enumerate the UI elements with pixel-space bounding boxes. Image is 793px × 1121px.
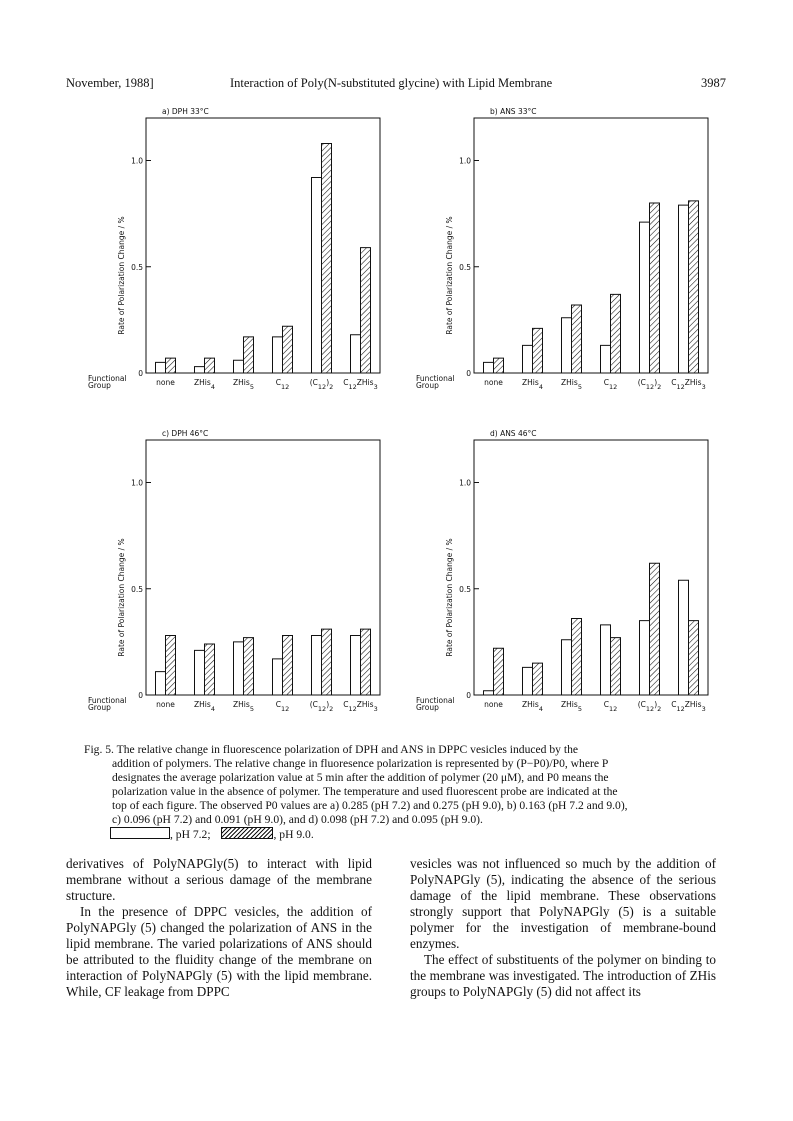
- bar-ph90: [283, 636, 293, 696]
- y-tick-label: 1.0: [131, 478, 143, 488]
- y-tick-label: 0: [138, 691, 143, 700]
- y-tick-label: 0: [466, 369, 471, 378]
- x-tick-label: none: [484, 700, 503, 709]
- x-tick-label: ZHis$_5$: [561, 700, 582, 713]
- chart-title: b) ANS 33°C: [490, 107, 537, 116]
- caption-line: top of each figure. The observed P0 values are a) 0.285 (pH 7.2) and 0.275 (pH 9.0), b) 0.163 (pH 7.2 and 9.0),: [112, 799, 628, 812]
- bar-ph90: [572, 619, 582, 696]
- bar-ph90: [244, 638, 254, 695]
- bar-ph90: [494, 648, 504, 695]
- bar-ph72: [679, 580, 689, 695]
- bar-ph90: [494, 358, 504, 373]
- bar-ph90: [361, 629, 371, 695]
- x-tick-label: ZHis$_4$: [194, 700, 215, 713]
- x-tick-label: none: [156, 378, 175, 387]
- functional-group-label: Functional: [416, 374, 455, 383]
- bar-ph72: [484, 691, 494, 695]
- y-axis-label: Rate of Polarization Change / %: [445, 538, 454, 657]
- bar-ph90: [283, 326, 293, 373]
- bar-ph90: [689, 621, 699, 695]
- bar-ph72: [195, 367, 205, 373]
- header-page-number: 3987: [701, 76, 726, 90]
- bar-ph90: [166, 636, 176, 696]
- body-paragraph: vesicles was not influenced so much by the addition of PolyNAPGly (5), indicating the absence of the serious damage of the lipid membrane. These observations strongly support that PolyNAPGly (5) is a suitable polymer for the investigation of membrane-bound enzymes.: [410, 856, 716, 951]
- bar-ph72: [523, 345, 533, 373]
- y-tick-label: 1.0: [459, 478, 471, 488]
- bar-ph72: [601, 345, 611, 373]
- bar-ph72: [523, 667, 533, 695]
- caption-line: addition of polymers. The relative change in fluoresence polarization is represented by (P−P0)/P0, where P: [112, 757, 609, 770]
- x-tick-label: $(C_{12})_2$: [637, 700, 662, 713]
- caption-line: Fig. 5. The relative change in fluorescence polarization of DPH and ANS in DPPC vesicles induced by the: [84, 743, 579, 756]
- bar-ph72: [351, 335, 361, 373]
- bar-ph72: [273, 659, 283, 695]
- bar-ph72: [273, 337, 283, 373]
- x-tick-label: $C_{12}$: [603, 700, 618, 713]
- bar-ph90: [611, 294, 621, 373]
- body-column-right: [410, 856, 716, 1000]
- caption-legend: [84, 827, 724, 842]
- bar-ph72: [601, 625, 611, 695]
- x-tick-label: ZHis$_5$: [233, 700, 254, 713]
- y-tick-label: 0.5: [131, 584, 143, 594]
- y-axis-label: Rate of Polarization Change / %: [117, 538, 126, 657]
- bar-ph72: [234, 360, 244, 373]
- bar-ph72: [562, 318, 572, 373]
- bar-ph90: [244, 337, 254, 373]
- plot-frame: [146, 440, 380, 695]
- plot-frame: [146, 118, 380, 373]
- y-axis-label: Rate of Polarization Change / %: [117, 216, 126, 335]
- bar-ph90: [533, 663, 543, 695]
- bar-ph72: [351, 636, 361, 696]
- bar-ph90: [572, 305, 582, 373]
- functional-group-label: Group: [416, 703, 439, 712]
- y-tick-label: 0.5: [459, 584, 471, 594]
- bar-ph72: [195, 650, 205, 695]
- bar-ph90: [361, 248, 371, 373]
- y-tick-label: 0: [466, 691, 471, 700]
- bar-ph72: [312, 178, 322, 374]
- bar-ph72: [640, 621, 650, 695]
- caption-line: c) 0.096 (pH 7.2) and 0.091 (pH 9.0), and d) 0.098 (pH 7.2) and 0.095 (pH 9.0).: [112, 813, 483, 826]
- header-title: Interaction of Poly(N-substituted glycine) with Lipid Membrane: [230, 76, 553, 90]
- plot-frame: [474, 118, 708, 373]
- bar-ph72: [679, 205, 689, 373]
- bar-ph72: [156, 362, 166, 373]
- y-axis-label: Rate of Polarization Change / %: [445, 216, 454, 335]
- functional-group-label: Group: [88, 703, 111, 712]
- chart-title: a) DPH 33°C: [162, 107, 209, 116]
- x-tick-label: $C_{12}ZHis_3$: [343, 700, 378, 713]
- bar-ph90: [689, 201, 699, 373]
- y-tick-label: 1.0: [459, 156, 471, 166]
- bar-ph90: [205, 358, 215, 373]
- bar-ph90: [322, 144, 332, 374]
- x-tick-label: $C_{12}$: [275, 378, 290, 391]
- functional-group-label: Functional: [416, 696, 455, 705]
- y-tick-label: 0: [138, 369, 143, 378]
- header-date: November, 1988]: [66, 76, 154, 90]
- bar-ph90: [205, 644, 215, 695]
- y-tick-label: 1.0: [131, 156, 143, 166]
- bar-ph90: [166, 358, 176, 373]
- bar-ph90: [650, 203, 660, 373]
- x-tick-label: $C_{12}ZHis_3$: [671, 378, 706, 391]
- bar-ph72: [562, 640, 572, 695]
- x-tick-label: $(C_{12})_2$: [309, 378, 334, 391]
- x-tick-label: none: [484, 378, 503, 387]
- bar-ph90: [650, 563, 660, 695]
- chart-title: d) ANS 46°C: [490, 429, 537, 438]
- plot-frame: [474, 440, 708, 695]
- body-paragraph: In the presence of DPPC vesicles, the addition of PolyNAPGly (5) changed the polarization of ANS in the lipid membrane. The varied polarizations of ANS should be attributed to the fluidity change of the membrane on interaction of PolyNAPGly (5) with the lipid membrane. While, CF leakage from DPPC: [66, 904, 372, 999]
- bar-ph90: [611, 638, 621, 695]
- bar-ph72: [234, 642, 244, 695]
- caption-line: designates the average polarization value at 5 min after the addition of polymer (20 μM), and P0 means the: [112, 771, 609, 784]
- functional-group-label: Group: [416, 381, 439, 390]
- x-tick-label: ZHis$_4$: [194, 378, 215, 391]
- bar-ph72: [156, 672, 166, 695]
- x-tick-label: ZHis$_4$: [522, 378, 543, 391]
- chart-title: c) DPH 46°C: [162, 429, 209, 438]
- body-paragraph: The effect of substituents of the polymer on binding to the membrane was investigated. The introduction of ZHis groups to PolyNAPGly (5) did not affect its: [410, 952, 716, 999]
- chart-d: [412, 422, 722, 722]
- chart-c: [84, 422, 394, 722]
- functional-group-label: Functional: [88, 696, 127, 705]
- bar-ph90: [533, 328, 543, 373]
- bar-ph90: [322, 629, 332, 695]
- legend-hatched-swatch: [221, 827, 273, 839]
- x-tick-label: ZHis$_4$: [522, 700, 543, 713]
- x-tick-label: $C_{12}$: [275, 700, 290, 713]
- x-tick-label: ZHis$_5$: [233, 378, 254, 391]
- functional-group-label: Group: [88, 381, 111, 390]
- legend-open-label: , pH 7.2;: [170, 828, 211, 841]
- chart-b: [412, 100, 722, 400]
- page-header: [66, 76, 726, 96]
- bar-ph72: [312, 636, 322, 696]
- body-column-left: [66, 856, 372, 1000]
- x-tick-label: $C_{12}ZHis_3$: [671, 700, 706, 713]
- figure-caption: [84, 743, 724, 842]
- functional-group-label: Functional: [88, 374, 127, 383]
- bar-ph72: [640, 222, 650, 373]
- caption-line: polarization value in the absence of polymer. The temperature and used fluorescent probe are indicated at the: [112, 785, 618, 798]
- x-tick-label: ZHis$_5$: [561, 378, 582, 391]
- legend-open-swatch: [110, 827, 170, 839]
- y-tick-label: 0.5: [459, 262, 471, 272]
- x-tick-label: $C_{12}ZHis_3$: [343, 378, 378, 391]
- chart-a: [84, 100, 394, 400]
- x-tick-label: $C_{12}$: [603, 378, 618, 391]
- y-tick-label: 0.5: [131, 262, 143, 272]
- legend-hatched-label: , pH 9.0.: [273, 828, 314, 841]
- x-tick-label: $(C_{12})_2$: [637, 378, 662, 391]
- x-tick-label: none: [156, 700, 175, 709]
- x-tick-label: $(C_{12})_2$: [309, 700, 334, 713]
- body-paragraph: derivatives of PolyNAPGly(5) to interact with lipid membrane without a serious damage of the membrane structure.: [66, 856, 372, 903]
- bar-ph72: [484, 362, 494, 373]
